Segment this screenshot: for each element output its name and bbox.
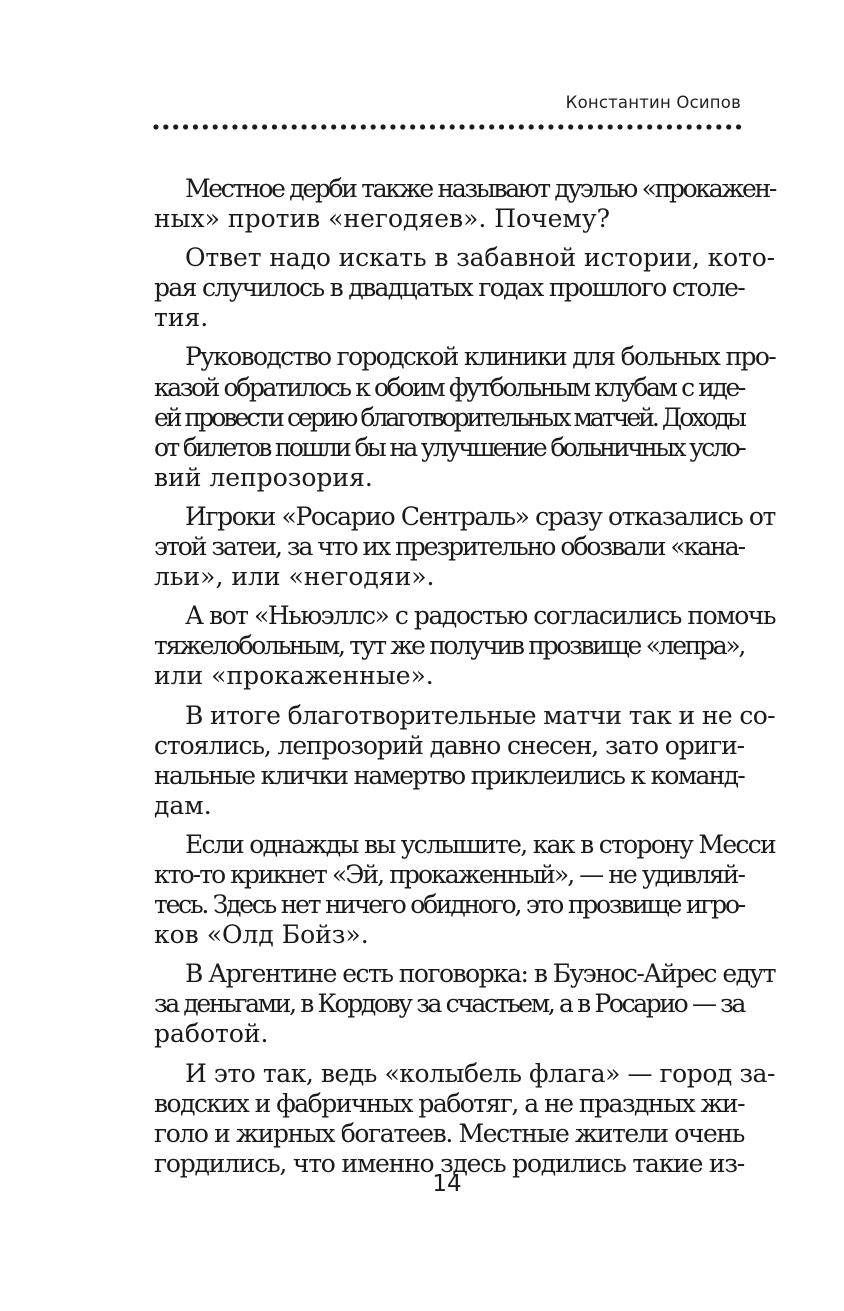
text-line: тия. — [154, 303, 209, 333]
text-line: ных» против «негодяев». Почему? — [154, 204, 610, 234]
page-number: 14 — [432, 1171, 462, 1197]
text-line: В итоге благотворительные матчи так и не со- — [185, 700, 775, 730]
text-line: стоялись, лепрозорий давно снесен, зато ориги- — [154, 730, 744, 760]
dotted-rule — [151, 124, 744, 130]
paragraph — [154, 1058, 775, 1179]
text-line: за деньгами, в Кордову за счастьем, а в Росарио — за — [154, 989, 744, 1019]
text-line: льи», или «негодяи». — [154, 562, 435, 592]
text-line: Игроки «Росарио Сентраль» сразу отказались от — [185, 501, 775, 531]
text-line: Если однажды вы услышите, как в сторону Месси — [185, 829, 775, 859]
text-line: Местное дерби также называют дуэлью «прокажен- — [185, 174, 775, 203]
text-line: работой. — [154, 1019, 269, 1049]
text-line: кто-то крикнет «Эй, прокаженный», — не удивляй- — [154, 859, 744, 889]
paragraph — [154, 601, 775, 691]
text-line: рая случилось в двадцатых годах прошлого столе- — [154, 273, 744, 303]
paragraph — [154, 342, 775, 492]
body-text — [154, 174, 775, 1188]
text-line: казой обратилось к обоим футбольным клубам с иде- — [154, 372, 744, 402]
text-line: голо и жирных богатеев. Местные жители очень — [154, 1118, 744, 1148]
text-line: И это так, ведь «колыбель флага» — город за- — [185, 1058, 775, 1088]
text-line: Ответ надо искать в забавной истории, кото- — [185, 243, 775, 273]
text-line: А вот «Ньюэллс» с радостью согласились помочь — [185, 601, 775, 631]
paragraph — [154, 243, 775, 333]
text-line: тесь. Здесь нет ничего обидного, это прозвище игро- — [154, 890, 745, 920]
text-line: вий лепрозория. — [154, 462, 373, 492]
paragraph — [154, 174, 775, 234]
text-line: дам. — [154, 790, 212, 820]
text-line: гордились, что именно здесь родились такие из- — [154, 1148, 744, 1178]
text-line: или «прокаженные». — [154, 661, 434, 691]
paragraph — [154, 700, 775, 821]
paragraph — [154, 959, 775, 1049]
paragraph — [154, 501, 775, 592]
text-line: ей провести серию благотворительных матчей. Доходы — [154, 402, 744, 432]
text-line: от билетов пошли бы на улучшение больничных усло- — [154, 432, 744, 462]
running-head-author: Константин Осипов — [565, 93, 741, 112]
text-line: этой затеи, за что их презрительно обозвали «кана- — [154, 532, 745, 562]
paragraph — [154, 829, 775, 950]
text-line: тяжелобольным, тут же получив прозвище «лепра», — [154, 631, 744, 661]
text-line: водских и фабричных работяг, а не праздных жи- — [154, 1088, 744, 1118]
text-line: нальные клички намертво приклеились к команд- — [154, 760, 744, 790]
text-line: Руководство городской клиники для больных про- — [185, 342, 775, 372]
text-line: ков «Олд Бойз». — [154, 920, 369, 950]
text-line: В Аргентине есть поговорка: в Буэнос-Айрес едут — [185, 959, 775, 989]
